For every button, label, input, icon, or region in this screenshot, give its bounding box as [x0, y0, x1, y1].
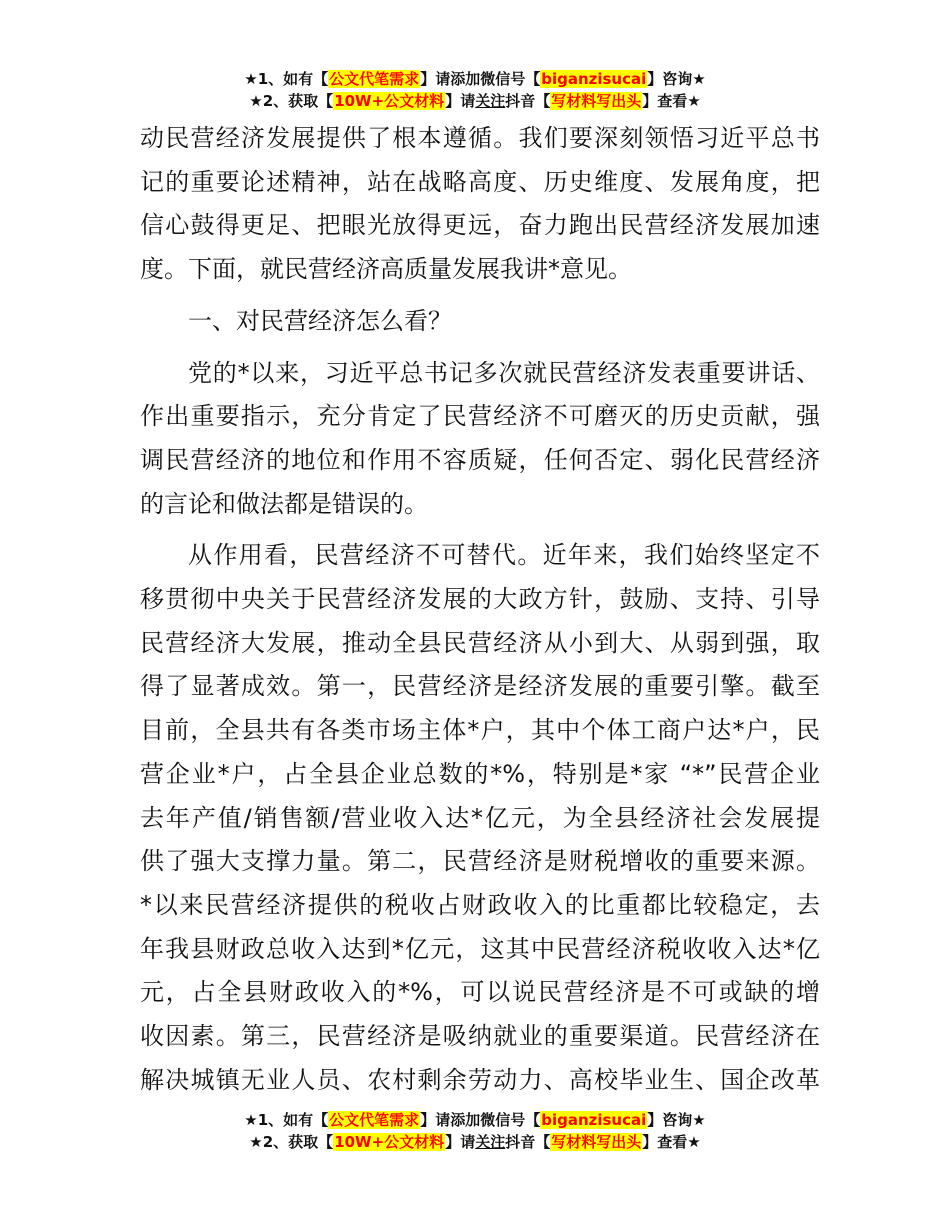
text-line: 解决城镇无业人员、农村剩余劳动力、高校毕业生、国企改革: [140, 1065, 820, 1094]
text-line: 作出重要指示，充分肯定了民营经济不可磨灭的历史贡献，强: [140, 402, 820, 431]
banner-text: 抖音【: [505, 1133, 551, 1151]
banner-line-1: [0, 68, 950, 90]
banner-text: ★2、获取【: [249, 92, 334, 110]
text-line: 移贯彻中央关于民营经济发展的大政方针，鼓励、支持、引导: [140, 585, 820, 614]
text-line: 记的重要论述精神，站在战略高度、历史维度、发展角度，把: [140, 167, 820, 196]
paragraph-intro: [140, 117, 820, 292]
banner-text: 】咨询★: [647, 1111, 706, 1129]
banner-line-2: [0, 1131, 950, 1153]
banner-text: 】请添加微信号【: [420, 1111, 541, 1129]
banner-text: 抖音【: [505, 92, 551, 110]
footer-banner: [0, 1109, 950, 1153]
banner-highlight: 公文代笔需求: [329, 70, 420, 88]
document-body: [140, 117, 820, 1102]
banner-underline: 关注: [475, 1133, 506, 1151]
paragraph-1: [140, 352, 820, 527]
text-line: 得了显著成效。第一，民营经济是经济发展的重要引擎。截至: [140, 672, 820, 701]
header-banner: [0, 68, 950, 112]
text-line: 动民营经济发展提供了根本遵循。我们要深刻领悟习近平总书: [140, 124, 820, 152]
text-line: 从作用看，民营经济不可替代。近年来，我们始终坚定不: [188, 541, 820, 570]
banner-text: 】请: [445, 1133, 476, 1151]
banner-underline: 关注: [475, 92, 506, 110]
text-line: *以来民营经济提供的税收占财政收入的比重都比较稳定，去: [140, 890, 820, 919]
section-heading: [140, 300, 820, 344]
banner-highlight: 写材料写出头: [551, 1133, 642, 1151]
text-line: 信心鼓得更足、把眼光放得更远，奋力跑出民营经济发展加速: [140, 211, 820, 240]
text-line: 供了强大支撑力量。第二，民营经济是财税增收的重要来源。: [140, 847, 820, 876]
banner-highlight: 公文代笔需求: [329, 1111, 420, 1129]
banner-highlight: 10W+公文材料: [334, 92, 445, 110]
text-line: 调民营经济的地位和作用不容质疑，任何否定、弱化民营经济: [140, 445, 820, 474]
text-line: 元，占全县财政收入的*%，可以说民营经济是不可或缺的增: [140, 978, 820, 1007]
banner-highlight: 写材料写出头: [551, 92, 642, 110]
banner-highlight: biganzisucai: [541, 70, 647, 88]
text-line: 营企业*户，占全县企业总数的*%，特别是*家 “*”民营企业: [140, 759, 820, 788]
text-line: 目前，全县共有各类市场主体*户，其中个体工商户达*户，民: [140, 716, 820, 745]
text-line: 年我县财政总收入达到*亿元，这其中民营经济税收收入达*亿: [140, 934, 820, 963]
banner-text: 】咨询★: [647, 70, 706, 88]
text-line: 收因素。第三，民营经济是吸纳就业的重要渠道。民营经济在: [140, 1022, 820, 1051]
text-line: 的言论和做法都是错误的。: [140, 489, 428, 518]
banner-text: ★1、如有【: [244, 70, 329, 88]
heading-text: 一、对民营经济怎么看？: [188, 306, 452, 335]
text-line: 度。下面，就民营经济高质量发展我讲*意见。: [140, 255, 632, 284]
banner-text: ★2、获取【: [249, 1133, 334, 1151]
banner-text: 】请添加微信号【: [420, 70, 541, 88]
banner-line-2: [0, 90, 950, 112]
text-line: 党的*以来，习近平总书记多次就民营经济发表重要讲话、: [188, 358, 820, 387]
banner-text: 】请: [445, 92, 476, 110]
text-line: 去年产值/销售额/营业收入达*亿元，为全县经济社会发展提: [140, 803, 820, 832]
banner-text: 】查看★: [642, 92, 701, 110]
banner-line-1: [0, 1109, 950, 1131]
banner-highlight: biganzisucai: [541, 1111, 647, 1129]
banner-text: ★1、如有【: [244, 1111, 329, 1129]
paragraph-2: [140, 534, 820, 1102]
text-line: 民营经济大发展，推动全县民营经济从小到大、从弱到强，取: [140, 628, 820, 657]
banner-highlight: 10W+公文材料: [334, 1133, 445, 1151]
banner-text: 】查看★: [642, 1133, 701, 1151]
